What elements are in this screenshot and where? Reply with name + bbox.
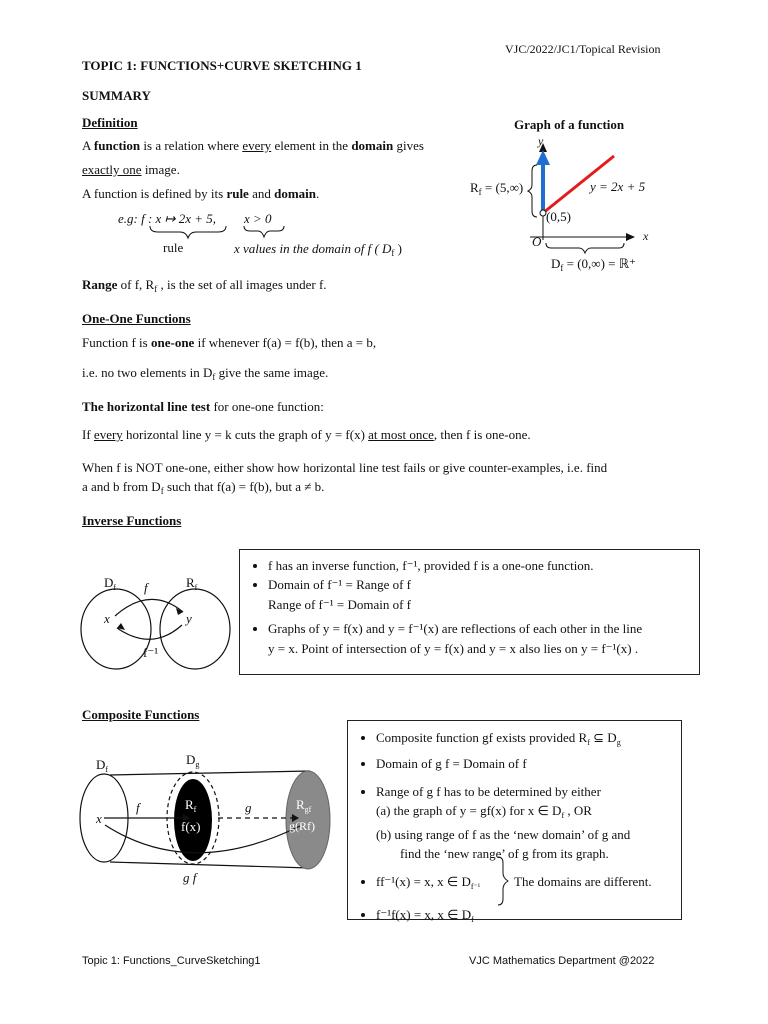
- composite-bullet-1: • Composite function gf exists provided $R_f$ ⊆ $D_g$: [376, 727, 681, 753]
- page-title: TOPIC 1: FUNCTIONS+CURVE SKETCHING 1: [82, 58, 362, 73]
- comp-gf-label: g f: [183, 870, 197, 885]
- oneone-line-1: Function f is one-one if whenever f(a) = f(b), then a = b,: [82, 335, 377, 350]
- composite-bullet-3: • Range of g f has to be determined by either (a) the graph of y = gf(x) for x ∈ $D_f$ , OR (b) using range of f as the ‘new domain’ of g and find the ‘new range’ of g from its graph.: [376, 782, 681, 863]
- definition-heading: Definition: [82, 115, 138, 130]
- inv-df-label: $D_f$: [104, 575, 117, 592]
- inv-finv-label: f⁻¹: [143, 645, 159, 660]
- comp-df-label: $D_f$: [96, 757, 109, 774]
- example-domain: x > 0: [244, 211, 272, 226]
- inverse-heading: Inverse Functions: [82, 513, 182, 528]
- graph-line-label: y = 2x + 5: [590, 179, 646, 194]
- oneone-line-4: When f is NOT one-one, either show how horizontal line test fails or give counter-examples, i.e. find: [82, 460, 608, 475]
- inv-y-label: y: [186, 611, 192, 626]
- inv-rf-label: $R_f$: [186, 575, 198, 592]
- comp-f-label: f: [136, 800, 140, 815]
- comp-g-label: g: [245, 800, 252, 815]
- hlt-rule: If every horizontal line y = k cuts the graph of y = f(x) at most once, then f is one-one.: [82, 427, 531, 442]
- comp-rgf-label: $R_{gf}$: [296, 797, 312, 814]
- definition-line-1: A function is a relation where every element in the domain gives: [82, 138, 424, 153]
- inv-f-label: f: [144, 580, 148, 595]
- range-definition: Range of f, $R_f$ , is the set of all images under f.: [82, 277, 327, 294]
- header-ref: VJC/2022/JC1/Topical Revision: [505, 42, 661, 56]
- composite-bullet-2: • Domain of g f = Domain of f: [376, 753, 681, 774]
- hlt-line: The horizontal line test for one-one function:: [82, 399, 324, 414]
- example-rule: e.g: f : x ↦ 2x + 5,: [118, 211, 216, 226]
- oneone-heading: One-One Functions: [82, 311, 191, 326]
- graph-domain-label: $D_f = (0,\infty)$ = ℝ⁺: [551, 256, 636, 273]
- inverse-bullet-3: • Graphs of y = f(x) and y = f⁻¹(x) are reflections of each other in the line y = x. Point of intersection of y = f(x) and y = x also lies on y = f⁻¹(x) .: [268, 619, 699, 659]
- comp-x-label: x: [96, 811, 102, 826]
- oneone-line-2: i.e. no two elements in $D_f$ give the same image.: [82, 365, 329, 382]
- graph-x-label: x: [643, 229, 649, 243]
- graph-y-label: y: [538, 134, 544, 148]
- composite-bullet-5: • f⁻¹f(x) = x, x ∈ $D_f$: [376, 904, 681, 931]
- composite-heading: Composite Functions: [82, 707, 200, 722]
- footer-left: Topic 1: Functions_CurveSketching1: [82, 955, 261, 967]
- footer-right: VJC Mathematics Department @2022: [469, 955, 655, 967]
- rule-label: rule: [163, 240, 184, 255]
- comp-grf-label: g(Rf): [289, 819, 315, 833]
- oneone-line-5: a and b from $D_f$ such that f(a) = f(b), but a ≠ b.: [82, 479, 325, 496]
- definition-line-2: exactly one image.: [82, 162, 180, 177]
- graph-point-label: (0,5): [546, 209, 571, 224]
- inv-x-label: x: [104, 611, 110, 626]
- composite-bullet-4: • ff⁻¹(x) = x, x ∈ $D_{f^{-1}}$: [376, 871, 681, 898]
- xvalues-label: x values in the domain of f ( $D_f$ ): [234, 241, 403, 258]
- comp-dg-label: $D_g$: [186, 752, 200, 769]
- domains-note: The domains are different.: [514, 874, 652, 889]
- graph-origin: O: [532, 234, 542, 249]
- comp-rf-label: $R_f$: [185, 797, 197, 814]
- summary-heading: SUMMARY: [82, 88, 151, 103]
- inverse-bullet-1: • f has an inverse function, f⁻¹, provided f is a one-one function.: [268, 556, 699, 575]
- comp-fx-label: f(x): [181, 819, 201, 834]
- graph-title: Graph of a function: [514, 117, 625, 132]
- definition-line-3: A function is defined by its rule and domain.: [82, 186, 320, 201]
- inverse-bullet-2: • Domain of f⁻¹ = Range of f Range of f⁻¹ = Domain of f: [268, 575, 699, 615]
- graph-range-label: $R_f = (5,\infty)$: [470, 180, 524, 197]
